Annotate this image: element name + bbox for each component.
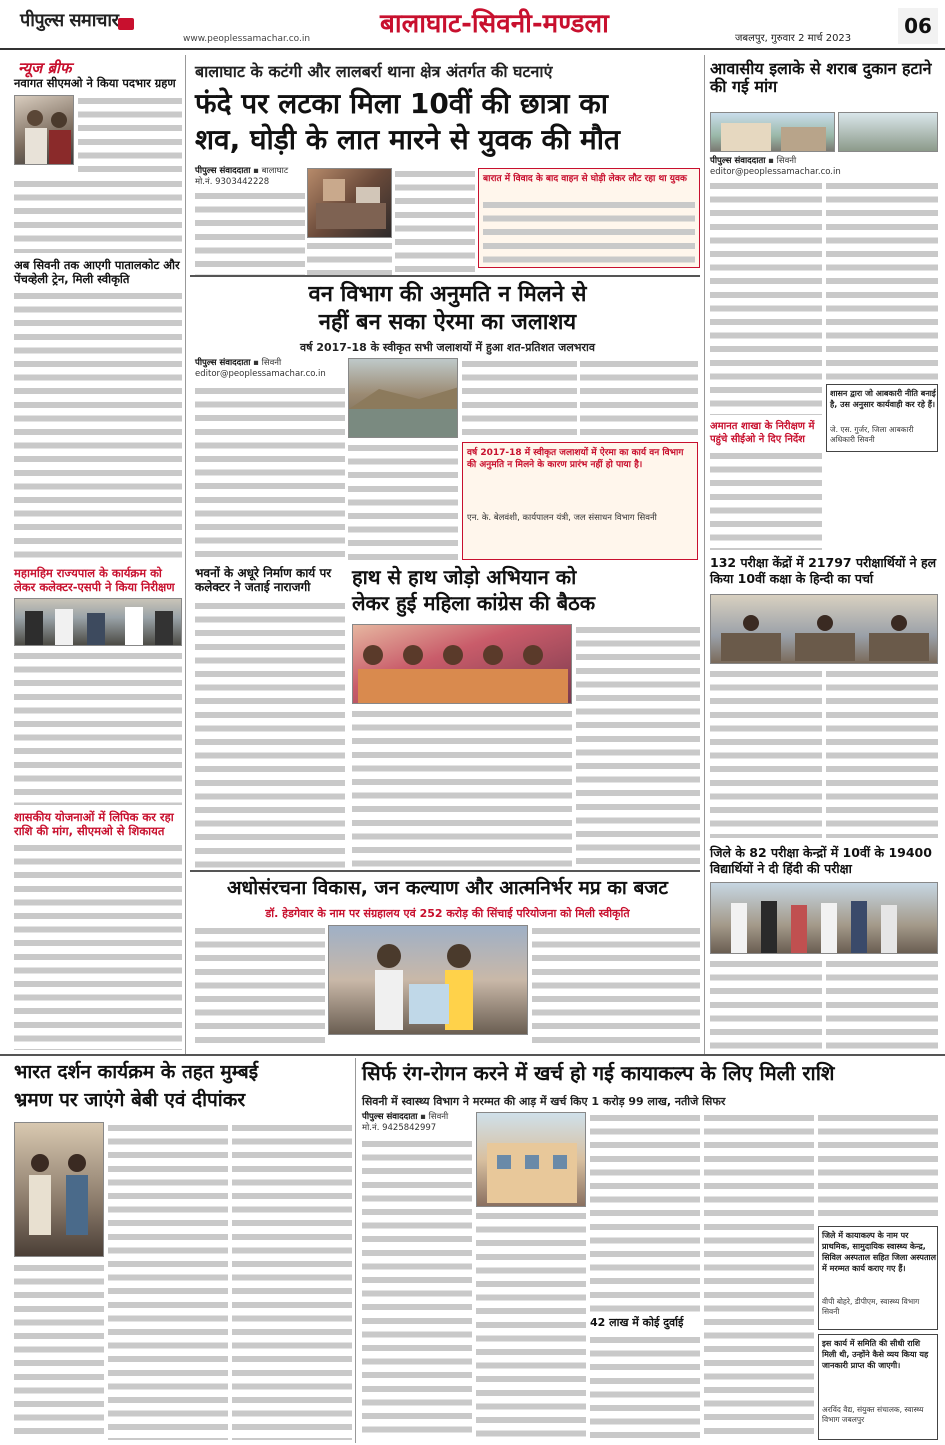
housing-quote: शासन द्वारा जो आबकारी नीति बनाई है, उस अनुसार कार्यवाही कर रहे हैं। — [830, 389, 936, 409]
byline-name: पीपुल्स संवाददाता — [195, 358, 251, 368]
officials-photo-icon — [15, 599, 182, 646]
lead-byline: पीपुल्स संवाददाता ▪ बालाघाट मो.नं. 9303442228 — [195, 166, 289, 187]
column-divider — [704, 55, 705, 1055]
kayakalp-headline: सिर्फ रंग-रोगन करने में खर्च हो गई कायाकल्प के लिए मिली राशि — [362, 1061, 835, 1085]
byline-name: पीपुल्स संवाददाता — [710, 156, 766, 166]
exam2-photo — [710, 882, 938, 954]
kayakalp-text-col5 — [818, 1112, 938, 1222]
lead-highlight-box — [478, 168, 700, 268]
budget-deck: डॉ. हेडगेवार के नाम पर संग्रहालय एवं 252 करोड़ की सिंचाई परियोजना को मिली स्वीकृति — [265, 907, 630, 920]
kayakalp-quote2-box — [818, 1334, 938, 1440]
kayakalp-quote2-author: अरविंद वैद्य, संयुक्त संचालक, स्वास्थ्य विभाग जबलपुर — [822, 1405, 924, 1424]
meeting-photo-icon — [353, 625, 572, 704]
brief-text-cmo — [78, 95, 182, 175]
forest-headline-line1: वन विभाग की अनुमति न मिलने से — [308, 282, 587, 307]
bank-headline: अमानत शाखा के निरीक्षण में पहुंचे सीईओ ने दिए निर्देश — [710, 421, 815, 445]
section-divider — [0, 1054, 945, 1056]
bharat-text-col0 — [14, 1262, 104, 1440]
lead-highlight-text: बारात में विवाद के बाद वाहन से घोड़ी लेकर लौट रहा था युवक — [483, 174, 687, 184]
bharat-headline-line1: भारत दर्शन कार्यक्रम के तहत मुम्बई — [14, 1061, 259, 1083]
edition-title: बालाघाट-सिवनी-मण्डला — [380, 9, 609, 39]
forest-text-col4 — [580, 358, 698, 438]
lead-text-col2 — [307, 240, 392, 275]
students-photo-icon — [15, 1123, 104, 1257]
lead-kicker: बालाघाट के कटंगी और लालबर्रा थाना क्षेत्र अंतर्गत की घटनाएं — [195, 62, 553, 81]
hospital-photo-icon — [477, 1113, 586, 1207]
section-tag-news-brief: न्यूज ब्रीफ — [18, 59, 72, 77]
issue-date: जबलपुर, गुरुवार 2 मार्च 2023 — [735, 33, 852, 44]
shop-photo-icon — [711, 113, 835, 152]
budget-headline: अधोसंरचना विकास, जन कल्याण और आत्मनिर्भर मप्र का बजट — [227, 877, 668, 899]
byline-place: सिवनी — [776, 156, 797, 166]
exam2-headline: जिले के 82 परीक्षा केन्द्रों में 10वीं के 19400 विद्यार्थियों ने दी हिंदी की परीक्षा — [710, 845, 932, 876]
forest-photo — [348, 358, 458, 438]
lead-text-col3 — [395, 168, 475, 275]
budget-photo — [328, 925, 528, 1035]
forest-deck: वर्ष 2017-18 के स्वीकृत सभी जलाशयों में हुआ शत-प्रतिशत जलभराव — [300, 341, 595, 354]
reservoir-photo-icon — [349, 359, 458, 438]
forest-text-col1 — [195, 385, 345, 560]
housing-headline: आवासीय इलाके से शराब दुकान हटाने की गई मांग — [710, 59, 932, 97]
kayakalp-deck: सिवनी में स्वास्थ्य विभाग ने मरम्मत की आड़ में खर्च किए 1 करोड़ 99 लाख, नतीजे सिफर — [362, 1095, 726, 1108]
byline-phone: मो.नं. 9425842997 — [362, 1123, 437, 1133]
exam1-headline: 132 परीक्षा केंद्रों में 21797 परीक्षार्थियों ने हल किया 10वीं कक्षा के हिन्दी का पर्चा — [710, 555, 937, 586]
forest-quote-author: एन. के. बेलवंशी, कार्यपालन यंत्री, जल संसाधन विभाग सिवनी — [467, 513, 657, 523]
byline-place: सिवनी — [261, 358, 282, 368]
brief-headline-cmo: नवागत सीएमओ ने किया पदभार ग्रहण — [14, 76, 176, 90]
housing-photo-2 — [838, 112, 938, 152]
byline-place: सिवनी — [428, 1112, 449, 1122]
congress-text — [352, 708, 572, 868]
column-divider — [355, 1058, 356, 1443]
page-number: 06 — [898, 8, 938, 44]
bharat-text-col2 — [232, 1122, 352, 1440]
brief-photo-governor — [14, 598, 182, 646]
byline-phone: मो.नं. 9303442228 — [195, 177, 270, 187]
newspaper-logo: पीपुल्स समाचार — [20, 10, 119, 31]
bharat-photo — [14, 1122, 104, 1257]
housing-photo — [710, 112, 835, 152]
housing-quote-box — [826, 384, 938, 452]
byline-email: editor@peoplessamachar.co.in — [710, 167, 841, 177]
lead-headline-line1: फंदे पर लटका मिला 10वीं की छात्रा का — [195, 87, 609, 120]
kayakalp-photo — [476, 1112, 586, 1207]
cm-photo-icon — [329, 926, 528, 1035]
forest-text-col3 — [462, 358, 577, 438]
byline-name: पीपुल्स संवाददाता — [362, 1112, 418, 1122]
officials-group-photo-icon — [711, 883, 938, 954]
housing-byline: पीपुल्स संवाददाता ▪ सिवनी editor@peoplessamachar.co.in — [710, 156, 841, 177]
forest-quote-box — [462, 442, 698, 560]
crime-scene-photo-icon — [308, 169, 392, 238]
exam1-text-col2 — [826, 668, 938, 838]
lead-headline-line2: शव, घोड़ी के लात मारने से युवक की मौत — [195, 123, 620, 156]
forest-byline: पीपुल्स संवाददाता ▪ सिवनी editor@peoplessamachar.co.in — [195, 358, 326, 379]
kayakalp-byline: पीपुल्स संवाददाता ▪ सिवनी मो.नं. 9425842997 — [362, 1112, 449, 1133]
bharat-headline-line2: भ्रमण पर जाएंगे बेबी एवं दीपांकर — [14, 1089, 246, 1111]
website-url[interactable]: www.peoplessamachar.co.in — [183, 34, 311, 44]
congress-headline-line1: हाथ से हाथ जोड़ो अभियान को — [352, 565, 577, 589]
forest-quote: वर्ष 2017-18 में स्वीकृत जलाशयों में ऐरमा का कार्य वन विभाग की अनुमति न मिलने के कारण प्रारंभ नहीं हो पाया है। — [467, 448, 684, 470]
brief-text-cmo-continued — [14, 178, 182, 253]
logo-badge-icon — [118, 18, 134, 30]
housing-text-col2 — [826, 180, 938, 380]
kayakalp-text-col2 — [476, 1210, 586, 1440]
brief-text-train — [14, 290, 182, 562]
congress-text-col2 — [576, 624, 700, 868]
exam2-text-col1 — [710, 958, 822, 1050]
kayakalp-quote1-box — [818, 1226, 938, 1330]
byline-email: editor@peoplessamachar.co.in — [195, 369, 326, 379]
exam1-text-col1 — [710, 668, 822, 838]
congress-photo — [352, 624, 572, 704]
brief-headline-train: अब सिवनी तक आएगी पातालकोट और पेंचव्हेली ट्रेन, मिली स्वीकृति — [14, 258, 180, 286]
kayakalp-text-col4 — [704, 1112, 814, 1440]
lead-photo — [307, 168, 392, 238]
kayakalp-quote2: इस कार्य में समिति की सीधी राशि मिली थी, उन्होंने कैसे व्यय किया यह जानकारी प्राप्त की जाएगी। — [822, 1339, 929, 1370]
exam-hall-photo-icon — [711, 595, 938, 664]
kayakalp-quote1-author: वीपी बोहरे, डीपीएम, स्वास्थ्य विभाग सिवनी — [822, 1297, 920, 1316]
lead-highlight-body — [483, 199, 695, 263]
bank-text — [710, 450, 822, 550]
people-photo-icon — [15, 96, 74, 165]
byline-name: पीपुल्स संवाददाता — [195, 166, 251, 176]
congress-headline-line2: लेकर हुई महिला कांग्रेस की बैठक — [352, 591, 596, 615]
kayakalp-subhead: 42 लाख में कोई दुर्वाई — [590, 1316, 684, 1329]
brief-text-governor — [14, 650, 182, 805]
kayakalp-quote1: जिले में कायाकल्प के नाम पर प्राथमिक, सामुदायिक स्वास्थ्य केन्द्र, सिविल अस्पताल सहित जिला अस्पताल में मरम्मत कार्य कराए गए हैं। — [822, 1231, 937, 1273]
exam1-photo — [710, 594, 938, 664]
brief-headline-clerk: शासकीय योजनाओं में लिपिक कर रहा राशि की मांग, सीएमओ से शिकायत — [14, 810, 174, 838]
brief-photo-cmo — [14, 95, 74, 165]
exam2-text-col2 — [826, 958, 938, 1050]
section-divider — [190, 275, 700, 277]
column-divider — [185, 55, 186, 1055]
forest-headline-line2: नहीं बन सका ऐरमा का जलाशय — [318, 310, 577, 335]
kayakalp-text-col3 — [590, 1112, 700, 1312]
bhawan-headline: भवनों के अधूरे निर्माण कार्य पर कलेक्टर ने जताई नाराजगी — [195, 566, 332, 594]
forest-text-col2 — [348, 442, 458, 560]
lead-text-col1 — [195, 190, 305, 275]
bharat-text-col1 — [108, 1122, 228, 1440]
bhawan-text — [195, 600, 345, 868]
kayakalp-text-col3b — [590, 1334, 700, 1440]
kayakalp-text-col1 — [362, 1138, 472, 1440]
housing-quote-author: जे. एस. गुर्जर, जिला आबकारी अधिकारी सिवनी — [830, 425, 914, 444]
budget-text-col3 — [532, 925, 700, 1050]
byline-place: बालाघाट — [261, 166, 289, 176]
masthead — [0, 0, 945, 50]
section-divider — [190, 870, 700, 872]
housing-text-col1 — [710, 180, 822, 415]
budget-text-col1 — [195, 925, 325, 1050]
brief-text-clerk — [14, 842, 182, 1050]
brief-headline-governor: महामहिम राज्यपाल के कार्यक्रम को लेकर कलेक्टर-एसपी ने किया निरीक्षण — [14, 566, 175, 594]
